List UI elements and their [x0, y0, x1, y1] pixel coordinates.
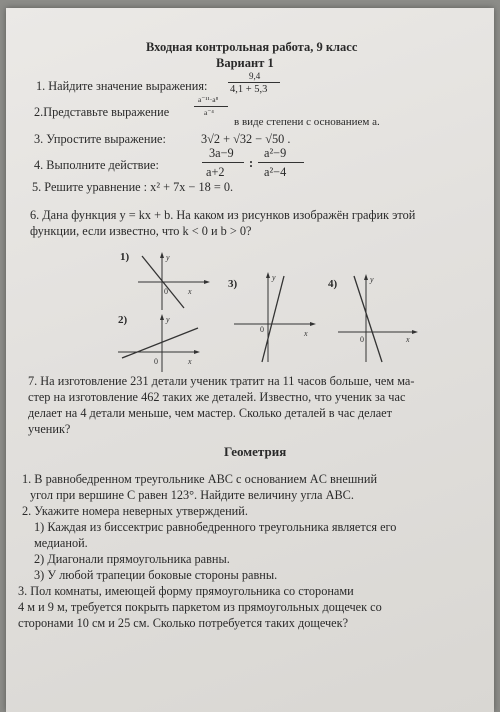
task-4-denominator-2: a²−4: [264, 165, 287, 179]
task-2-fraction-bar: [194, 106, 228, 107]
graph-4-origin-label: 0: [360, 335, 364, 344]
task-7-line-2: стер на изготовление 462 таких же деталей. Известно, что ученик за час: [28, 390, 406, 404]
worksheet-page: [6, 8, 494, 712]
graph-2-number: 2): [118, 314, 128, 326]
geometry-line-4: 1) Каждая из биссектрис равнобедренного треугольника является его: [34, 520, 397, 534]
graph-4-line: [354, 276, 382, 362]
graph-3: [230, 268, 322, 364]
task-3-expression: 3√2 + √32 − √50 .: [201, 132, 291, 146]
task-1-label: 1. Найдите значение выражения:: [36, 79, 208, 93]
geometry-line-5: медианой.: [34, 536, 88, 550]
graph-2-y-label: y: [166, 315, 170, 324]
geometry-line-7: 3) У любой трапеции боковые стороны равны.: [34, 568, 278, 582]
geometry-line-2: угол при вершине C равен 123°. Найдите величину угла ABC.: [30, 488, 354, 502]
graph-2-y-arrow: [160, 314, 164, 320]
task-3-label: 3. Упростите выражение:: [34, 132, 166, 146]
graph-4-x-label: x: [406, 335, 410, 344]
graph-1-x-arrow: [204, 280, 210, 284]
task-6-line-2: функции, если известно, что k < 0 и b > 0?: [30, 224, 252, 238]
geometry-line-3: 2. Укажите номера неверных утверждений.: [22, 504, 248, 518]
geometry-line-9: 4 м и 9 м, требуется покрыть паркетом из прямоугольных дощечек со: [18, 600, 382, 614]
graph-3-y-arrow: [266, 272, 270, 278]
graph-2-line: [122, 328, 198, 358]
geometry-line-6: 2) Диагонали прямоугольника равны.: [34, 552, 230, 566]
task-2-rest: в виде степени с основанием a.: [234, 116, 380, 128]
graph-3-y-label: y: [272, 273, 276, 282]
graph-3-x-arrow: [310, 322, 316, 326]
graph-1: [136, 250, 216, 312]
graph-3-number: 3): [228, 278, 238, 290]
task-4-denominator-1: a+2: [206, 165, 225, 179]
task-2-numerator: a⁻¹¹·a⁸: [198, 95, 219, 104]
task-4-numerator-2: a²−9: [264, 146, 287, 160]
geometry-title: Геометрия: [224, 444, 287, 459]
geometry-line-10: сторонами 10 см и 25 см. Сколько потребуется таких дощечек?: [18, 616, 349, 630]
task-7-line-3: делает на 4 детали меньше, чем мастер. Сколько деталей в час делает: [28, 406, 392, 420]
geometry-line-8: 3. Пол комнаты, имеющей форму прямоугольника со сторонами: [18, 584, 354, 598]
task-4-numerator-1: 3a−9: [209, 146, 234, 160]
graph-1-origin-label: 0: [164, 287, 168, 296]
graph-4-y-arrow: [364, 274, 368, 280]
task-2-label: 2.Представьте выражение: [34, 105, 170, 119]
graph-3-x-label: x: [304, 329, 308, 338]
task-1-denominator: 4,1 + 5,3: [230, 84, 268, 95]
graph-3-line: [262, 276, 284, 362]
graph-4: [336, 270, 424, 364]
task-6-line-1: 6. Дана функция y = kx + b. На каком из рисунков изображён график этой: [30, 208, 416, 222]
task-1-numerator: 9,4: [249, 71, 261, 81]
graph-1-y-arrow: [160, 252, 164, 258]
task-1-fraction-bar: [228, 82, 280, 83]
task-7-line-4: ученик?: [28, 422, 71, 436]
task-4-operator: :: [249, 156, 254, 170]
variant-title: Вариант 1: [216, 56, 274, 70]
graph-4-y-label: y: [370, 275, 374, 284]
graph-1-number: 1): [120, 251, 130, 263]
task-4-fraction-bar-1: [202, 162, 244, 163]
graph-2-origin-label: 0: [154, 357, 158, 366]
graph-4-number: 4): [328, 278, 338, 290]
worksheet-title: Входная контрольная работа, 9 класс: [146, 40, 358, 54]
graph-2-x-arrow: [194, 350, 200, 354]
task-4-label: 4. Выполните действие:: [34, 158, 159, 172]
task-2-denominator: a⁻⁴: [204, 108, 214, 117]
task-4-fraction-bar-2: [258, 162, 304, 163]
task-5-text: 5. Решите уравнение : x² + 7x − 18 = 0.: [32, 180, 234, 194]
geometry-line-1: 1. В равнобедренном треугольнике ABC с основанием AC внешний: [22, 472, 378, 486]
graph-1-x-label: x: [188, 287, 192, 296]
graph-2: [114, 312, 206, 374]
graph-2-x-label: x: [188, 357, 192, 366]
graph-3-origin-label: 0: [260, 325, 264, 334]
graph-1-y-label: y: [166, 253, 170, 262]
task-7-line-1: 7. На изготовление 231 детали ученик тратит на 11 часов больше, чем ма-: [28, 374, 415, 388]
graph-4-x-arrow: [412, 330, 418, 334]
